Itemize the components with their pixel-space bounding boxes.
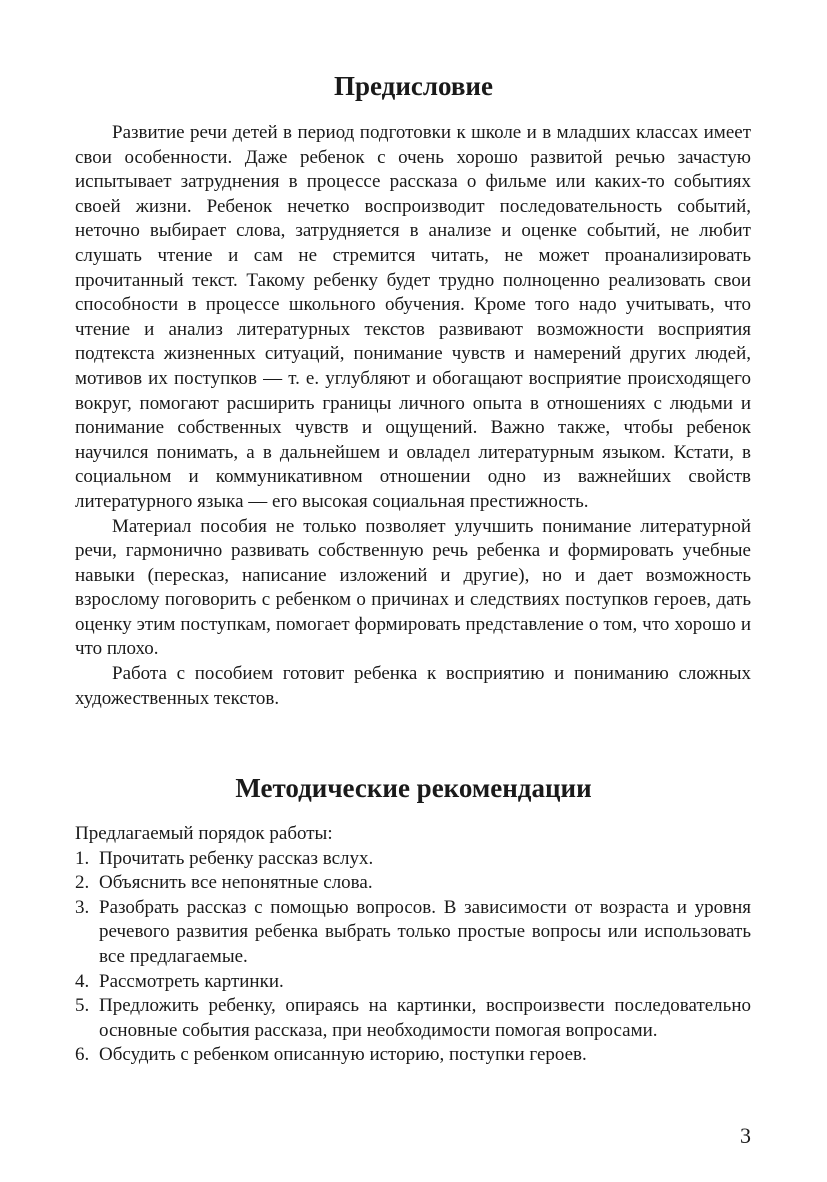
methodology-heading: Методические рекомендации [235,773,592,803]
step-text: Предложить ребенку, опираясь на картинки, воспроизвести последовательно основные события рассказа, при необходимости помогая вопросами. [99,995,751,1041]
step-number: 2. [75,872,90,894]
preface-heading: Предисловие [334,71,493,101]
step-item-3 [75,896,751,970]
step-item-2 [75,871,751,896]
step-text: Обсудить с ребенком описанную историю, поступки героев. [99,1044,587,1066]
step-text: Прочитать ребенку рассказ вслух. [99,847,374,869]
step-text: Объяснить все непонятные слова. [99,872,373,894]
step-number: 1. [75,847,90,869]
step-text: Рассмотреть картинки. [99,970,284,992]
step-number: 5. [75,995,90,1017]
step-number: 6. [75,1044,90,1066]
preface-paragraph-3: Работа с пособием готовит ребенка к восприятию и пониманию сложных художественных текстов. [75,663,751,709]
methodology-body [75,822,751,1068]
step-number: 4. [75,970,90,992]
step-item-6 [75,1043,751,1068]
step-text: Разобрать рассказ с помощью вопросов. В зависимости от возраста и уровня речевого развития ребенка выбрать только простые вопросы или использовать все предлагаемые. [99,896,751,967]
preface-body [75,121,751,711]
step-item-4 [75,970,751,995]
methodology-intro: Предлагаемый порядок работы: [75,823,333,844]
step-number: 3. [75,896,90,918]
methodology-steps-list [75,847,751,1068]
preface-paragraph-2: Материал пособия не только позволяет улучшить понимание литературной речи, гармонично развивать собственную речь ребенка и формировать учебные навыки (пересказ, написание изложений и другие), но и дает возможность взрослому поговорить с ребенком о причинах и следствиях поступков героев, дать оценку этим поступкам, помогает формировать представление о том, что хорошо и что плохо. [75,515,751,660]
step-item-5 [75,994,751,1043]
step-item-1 [75,847,751,872]
page-number: 3 [740,1123,751,1148]
preface-paragraph-1: Развитие речи детей в период подготовки к школе и в младших классах имеет свои особенности. Даже ребенок с очень хорошо развитой речью зачастую испытывает затруднения в процессе рассказа о фильме или каких-то событиях своей жизни. Ребенок нечетко воспроизводит последовательность событий, неточно выбирает слова, затрудняется в анализе и оценке событий, не любит слушать чтение и сам не стремится читать, не может проанализировать прочитанный текст. Такому ребенку будет трудно полноценно реализовать свои способности в процессе школьного обучения. Кроме того надо учитывать, что чтение и анализ литературных текстов развивают возможности восприятия подтекста жизненных ситуаций, понимание чувств и намерений других людей, мотивов их поступков — т. е. углубляют и обогащают восприятие происходящего вокруг, помогают расширить границы личного опыта в отношениях с людьми и понимание собственных чувств и ощущений. Важно также, чтобы ребенок научился понимать, а в дальнейшем и овладел литературным языком. Кстати, в социальном и коммуникативном отношении одно из важнейших свойств литературного языка — его высокая социальная престижность. [75,122,751,512]
